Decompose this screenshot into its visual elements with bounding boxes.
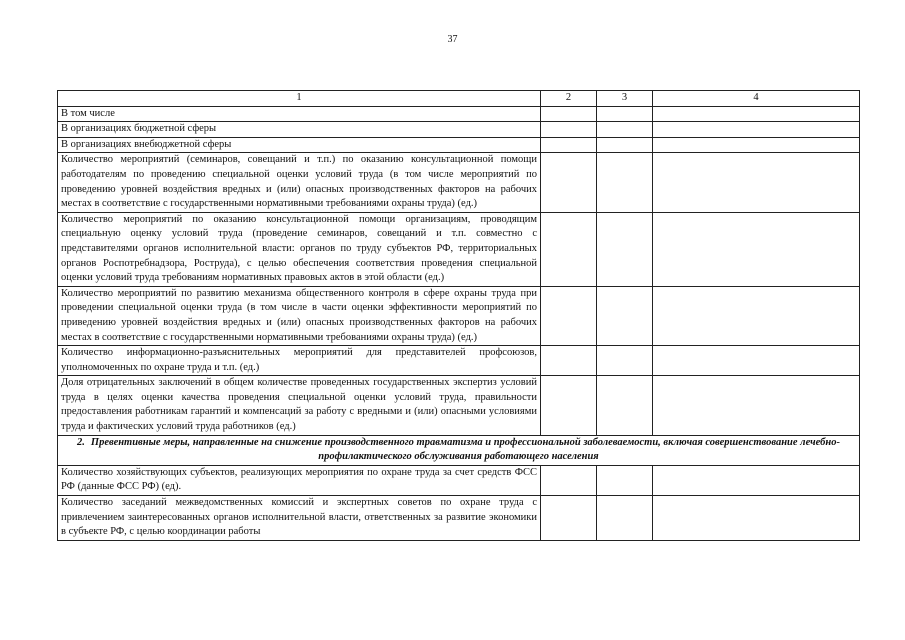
cell-col-4 <box>653 106 860 122</box>
row-label: В том числе <box>58 106 541 122</box>
table-row <box>58 286 860 345</box>
cell-col-3 <box>597 212 653 286</box>
row-label: Количество мероприятий по оказанию консультационной помощи организациям, проводящим специальную оценку условий труда (проведение семинаров, совещаний и т.п. совместно с представителями органов исполнительной власти: органов по труду субъектов РФ, территориальных органов Роспотребнадзора, Роструда), с целью обеспечения соответствия проведения специальной оценки условий труда требованиям нормативных правовых актов в этой области (ед.) <box>58 212 541 286</box>
table-row <box>58 153 860 212</box>
table-row <box>58 346 860 376</box>
table-row <box>58 137 860 153</box>
row-label: В организациях внебюджетной сферы <box>58 137 541 153</box>
section-number: 2. <box>77 436 85 448</box>
row-label: Количество хозяйствующих субъектов, реализующих мероприятия по охране труда за счет средств ФСС РФ (данные ФСС РФ) (ед). <box>58 465 541 495</box>
cell-col-4 <box>653 286 860 345</box>
cell-col-3 <box>597 153 653 212</box>
cell-col-4 <box>653 137 860 153</box>
cell-col-3 <box>597 286 653 345</box>
row-label: Количество заседаний межведомственных комиссий и экспертных советов по охране труда с привлечением заинтересованных органов исполнительной власти, ответственных за развитие экономики в субъекте РФ, с целью координации работы <box>58 496 541 541</box>
cell-col-2 <box>541 106 597 122</box>
row-label: Доля отрицательных заключений в общем количестве проведенных государственных экспертиз условий труда в целях оценки качества проведения специальной оценки условий труда, правильности предоставления работникам гарантий и компенсаций за работу с вредными и (или) опасными условиями труда и фактических условий труда работников (ед.) <box>58 376 541 435</box>
cell-col-2 <box>541 286 597 345</box>
cell-col-2 <box>541 153 597 212</box>
cell-col-3 <box>597 106 653 122</box>
cell-col-2 <box>541 137 597 153</box>
cell-col-4 <box>653 153 860 212</box>
cell-col-2 <box>541 212 597 286</box>
cell-col-2 <box>541 465 597 495</box>
row-label: В организациях бюджетной сферы <box>58 122 541 138</box>
cell-col-3 <box>597 465 653 495</box>
cell-col-4 <box>653 212 860 286</box>
table-row <box>58 465 860 495</box>
cell-col-4 <box>653 122 860 138</box>
cell-col-4 <box>653 346 860 376</box>
cell-col-4 <box>653 376 860 435</box>
cell-col-2 <box>541 122 597 138</box>
cell-col-4 <box>653 465 860 495</box>
section-heading-row <box>58 435 860 465</box>
row-label: Количество мероприятий по развитию механизма общественного контроля в сфере охраны труда при проведении специальной оценки труда (в том числе в части оценки эффективности мероприятий по приведению уровней воздействия вредных и (или) опасных производственных факторов на рабочих местах в соответствие с государственными нормативными требованиями охраны труда) (ед.) <box>58 286 541 345</box>
row-label: Количество мероприятий (семинаров, совещаний и т.п.) по оказанию консультационной помощи работодателям по проведению специальной оценки условий труда (в том числе мероприятий по проведению уровней воздействия вредных и (или) опасных производственных факторов на рабочих местах в соответствие с государственными нормативными требованиями охраны труда) (ед.) <box>58 153 541 212</box>
cell-col-3 <box>597 122 653 138</box>
cell-col-2 <box>541 496 597 541</box>
cell-col-3 <box>597 346 653 376</box>
cell-col-2 <box>541 376 597 435</box>
header-col-3: 3 <box>597 91 653 107</box>
section-title: Превентивные меры, направленные на снижение производственного травматизма и профессиональной заболеваемости, включая совершенствование лечебно-профилактического обслуживания работающего населения <box>90 436 840 463</box>
table-row <box>58 496 860 541</box>
table-row <box>58 122 860 138</box>
cell-col-3 <box>597 376 653 435</box>
report-table <box>57 90 860 541</box>
row-label: Количество информационно-разъяснительных мероприятий для представителей профсоюзов, уполномоченных по охране труда и т.п. (ед.) <box>58 346 541 376</box>
page-number: 37 <box>447 34 458 45</box>
header-col-4: 4 <box>653 91 860 107</box>
cell-col-2 <box>541 346 597 376</box>
header-row <box>58 91 860 107</box>
table-row <box>58 212 860 286</box>
cell-col-3 <box>597 137 653 153</box>
header-col-1: 1 <box>58 91 541 107</box>
cell-col-4 <box>653 496 860 541</box>
table-row <box>58 106 860 122</box>
cell-col-3 <box>597 496 653 541</box>
section-heading <box>58 435 860 465</box>
header-col-2: 2 <box>541 91 597 107</box>
table-row <box>58 376 860 435</box>
